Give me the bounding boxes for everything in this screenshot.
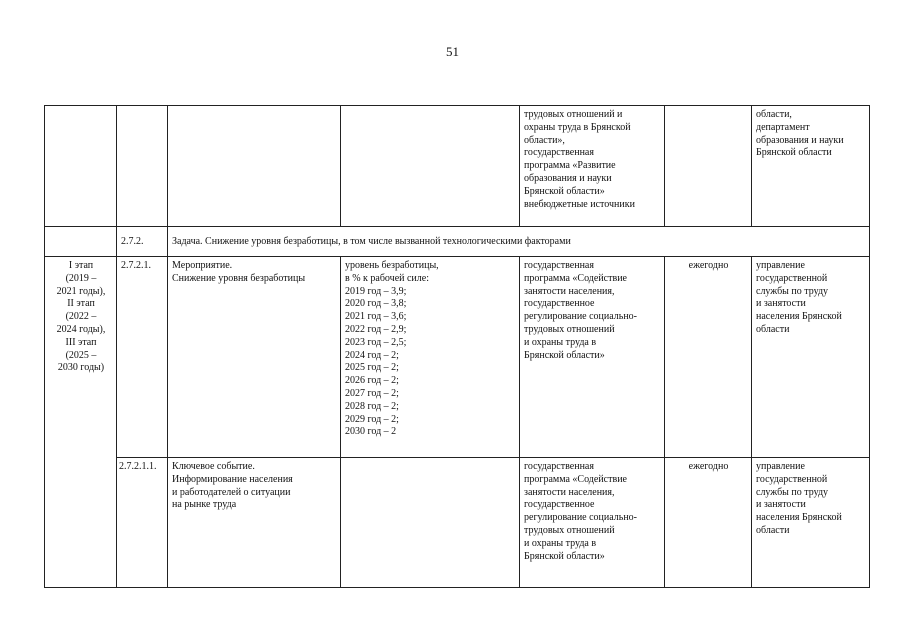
plan-table [44,105,870,588]
cell-stage-empty [45,227,117,257]
table-row-measure [45,257,870,458]
event-program: государственная программа «Содействие занятости населения, государственное регулирование социально- трудовых отношений и охраны труда в Брянской области» [520,458,665,588]
event-name: Ключевое событие. Информирование населения и работодателей о ситуации на рынке труда [168,458,341,588]
task-number: 2.7.2. [117,227,168,257]
table-row-continuation [45,106,870,227]
page-number: 51 [446,44,459,59]
table-row-task [45,227,870,257]
measure-name: Мероприятие. Снижение уровня безработицы [168,257,341,458]
cell-program: трудовых отношений и охраны труда в Брянской области», государственная программа «Развитие образования и науки Брянской области» внебюджетные источники [520,106,665,227]
event-number: 2.7.2.1.1. [117,458,168,588]
cell-stage-empty [45,106,117,227]
event-period: ежегодно [665,458,752,588]
table-row-event [45,458,870,588]
task-text: Задача. Снижение уровня безработицы, в том числе вызванной технологическими факторами [168,227,870,257]
event-indicator-empty [341,458,520,588]
measure-period: ежегодно [665,257,752,458]
cell-name-empty [168,106,341,227]
cell-period-empty [665,106,752,227]
event-responsible: управление государственной службы по труду и занятости населения Брянской области [752,458,870,588]
measure-responsible: управление государственной службы по труду и занятости населения Брянской области [752,257,870,458]
cell-responsible: области, департамент образования и науки Брянской области [752,106,870,227]
measure-number: 2.7.2.1. [117,257,168,458]
cell-indicator-empty [341,106,520,227]
cell-num-empty [117,106,168,227]
measure-program: государственная программа «Содействие занятости населения, государственное регулирование социально- трудовых отношений и охраны труда в Брянской области» [520,257,665,458]
stages-cell: I этап (2019 – 2021 годы), II этап (2022 – 2024 годы), III этап (2025 – 2030 годы) [45,257,117,588]
measure-indicator: уровень безработицы, в % к рабочей силе: 2019 год – 3,9; 2020 год – 3,8; 2021 год – 3,6; 2022 год – 2,9; 2023 год – 2,5; 2024 год – 2; 2025 год – 2; 2026 год – 2; 2027 год – 2; 2028 год – 2; 2029 год – 2; 2030 год – 2 [341,257,520,458]
